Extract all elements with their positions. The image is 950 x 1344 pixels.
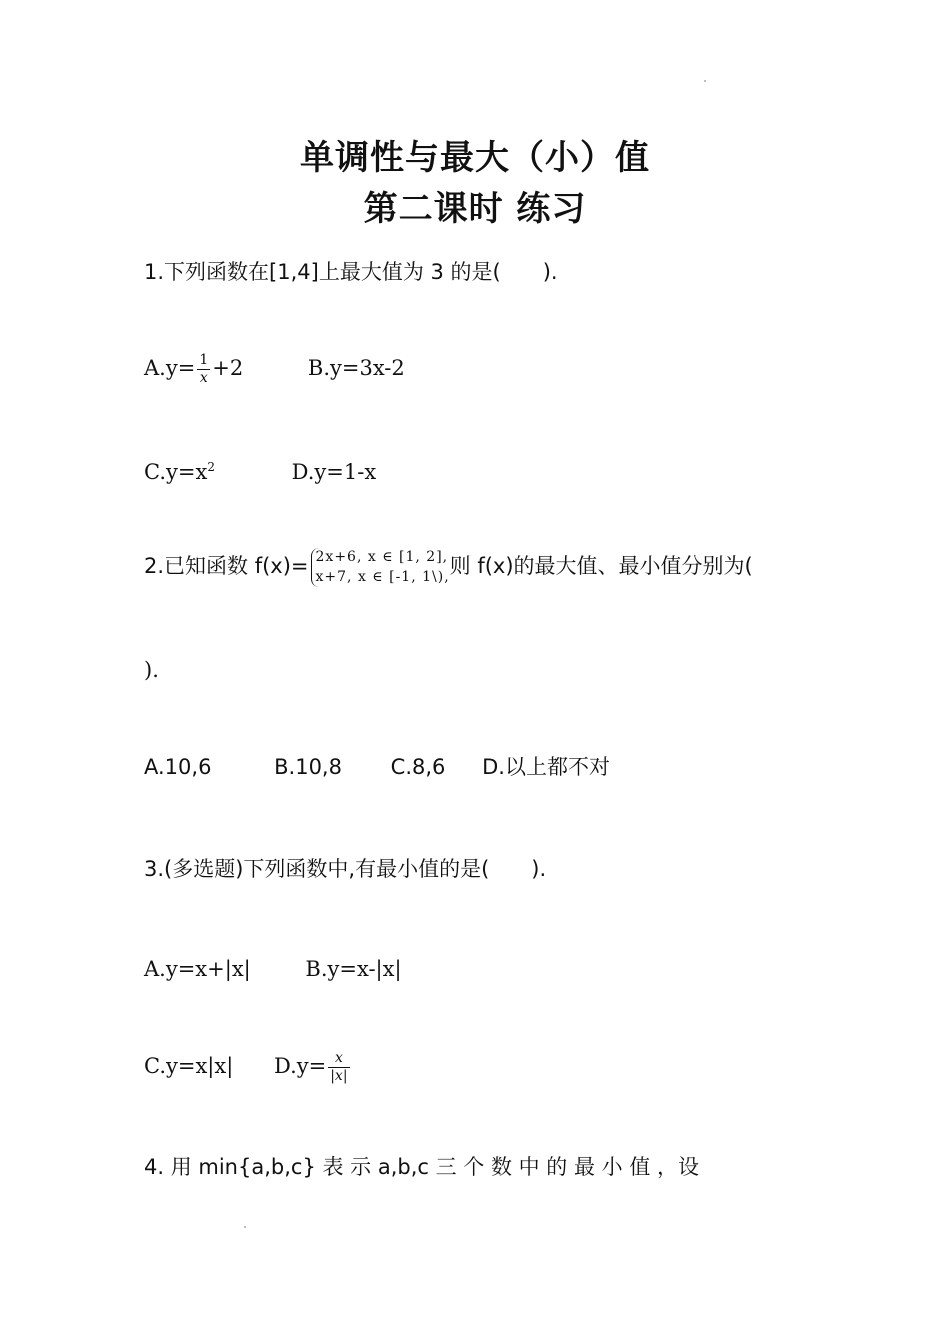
question-1-stem: 1.下列函数在[1,4]上最大值为 3 的是( ).: [144, 260, 558, 284]
option-3d: [274, 1050, 352, 1085]
question-1-options-ab: [144, 352, 405, 387]
option-3d-prefix: D.y=: [273, 1053, 327, 1078]
question-2-stem: [144, 548, 753, 587]
question-3-options-cd: [144, 1050, 352, 1085]
page-subtitle: 第二课时 练习: [363, 189, 587, 229]
fraction-x-over-abs-x: [328, 1050, 349, 1085]
fraction-denominator: |x|: [330, 1067, 348, 1084]
option-2b: B.10,8: [274, 755, 342, 779]
fraction-1-over-x: [197, 352, 210, 387]
option-3b: B.y=x-|x|: [305, 957, 402, 981]
option-1b: B.y=3x-2: [307, 355, 405, 380]
piecewise-case-2: x+7, x ∈ [-1, 1\),: [315, 568, 450, 585]
option-2d: D.以上都不对: [482, 755, 610, 779]
option-3a: A.y=x+|x|: [144, 957, 251, 981]
question-2-options: [144, 757, 610, 778]
option-3c: C.y=x|x|: [144, 1053, 234, 1078]
option-1a-prefix: A.y=: [144, 355, 196, 380]
option-2a: A.10,6: [144, 755, 212, 779]
question-2-prefix: 2.已知函数 f(x)=: [144, 554, 309, 579]
question-3-stem: 3.(多选题)下列函数中,有最小值的是( ).: [144, 857, 547, 881]
option-1c: [144, 461, 215, 483]
option-1c-exponent: 2: [207, 460, 215, 474]
scan-speck: [244, 1226, 246, 1228]
question-2-suffix: 则 f(x)的最大值、最小值分别为(: [449, 554, 753, 579]
option-2c: C.8,6: [390, 755, 446, 779]
fraction-numerator: 1: [199, 352, 209, 368]
question-4-stem: 4. 用 min{a,b,c} 表 示 a,b,c 三 个 数 中 的 最 小 值 ，设: [144, 1155, 700, 1179]
piecewise-function: [311, 548, 450, 587]
option-1a-suffix: +2: [212, 355, 244, 380]
option-1a: [144, 352, 243, 387]
piecewise-case-1: 2x+6, x ∈ [1, 2],: [315, 549, 449, 565]
page-title: 单调性与最大（小）值: [300, 138, 650, 178]
question-3-options-ab: [144, 959, 402, 980]
fraction-numerator: x: [334, 1050, 343, 1066]
scan-speck: [704, 80, 706, 82]
question-2-stem-end: ).: [144, 658, 159, 682]
fraction-denominator: x: [197, 369, 210, 387]
question-1-options-cd: [144, 461, 376, 483]
option-1d: D.y=1-x: [291, 460, 377, 484]
option-1c-prefix: C.y=x: [144, 460, 208, 484]
